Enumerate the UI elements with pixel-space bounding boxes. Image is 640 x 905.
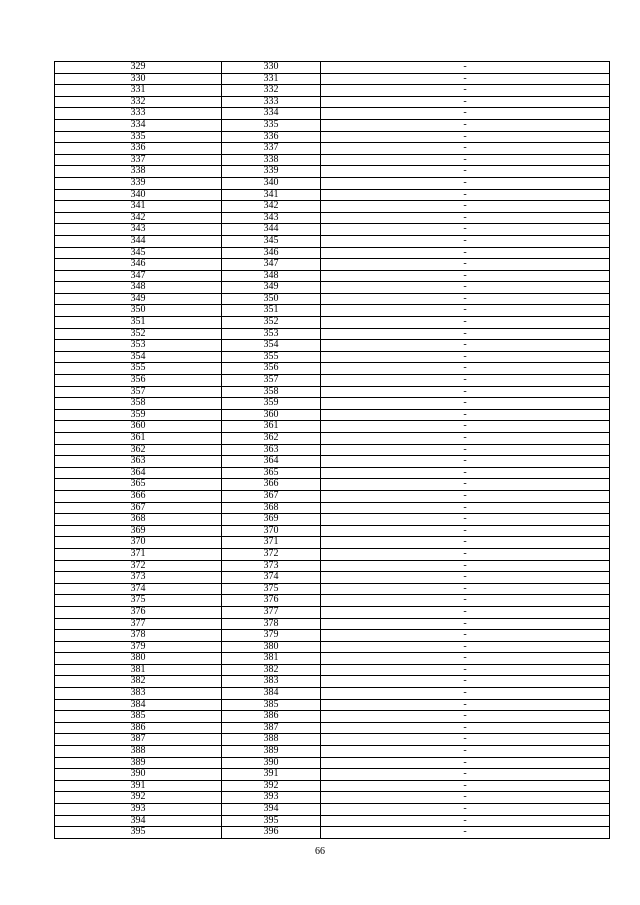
table-cell-col3: - bbox=[321, 259, 610, 271]
table-cell-col1: 336 bbox=[55, 143, 222, 155]
table-cell-col1: 390 bbox=[55, 769, 222, 781]
table-row bbox=[55, 409, 610, 421]
table-cell-col2: 342 bbox=[222, 201, 321, 213]
table-cell-col2: 382 bbox=[222, 664, 321, 676]
table-cell-col1: 350 bbox=[55, 305, 222, 317]
table-cell-col2: 372 bbox=[222, 548, 321, 560]
table-cell-col1: 387 bbox=[55, 734, 222, 746]
table-cell-col3: - bbox=[321, 363, 610, 375]
table-cell-col1: 338 bbox=[55, 166, 222, 178]
table-row bbox=[55, 815, 610, 827]
table-cell-col2: 375 bbox=[222, 583, 321, 595]
table-row bbox=[55, 456, 610, 468]
table-cell-col1: 343 bbox=[55, 224, 222, 236]
table-cell-col2: 338 bbox=[222, 154, 321, 166]
table-cell-col2: 379 bbox=[222, 630, 321, 642]
table-cell-col1: 349 bbox=[55, 293, 222, 305]
table-cell-col1: 334 bbox=[55, 119, 222, 131]
table-cell-col3: - bbox=[321, 398, 610, 410]
table-cell-col2: 390 bbox=[222, 757, 321, 769]
table-cell-col2: 371 bbox=[222, 537, 321, 549]
table-cell-col2: 386 bbox=[222, 711, 321, 723]
table-cell-col2: 356 bbox=[222, 363, 321, 375]
table-cell-col3: - bbox=[321, 282, 610, 294]
table-cell-col3: - bbox=[321, 409, 610, 421]
table-row bbox=[55, 525, 610, 537]
table-row bbox=[55, 201, 610, 213]
table-cell-col3: - bbox=[321, 305, 610, 317]
table-cell-col1: 381 bbox=[55, 664, 222, 676]
table-cell-col2: 358 bbox=[222, 386, 321, 398]
table-cell-col1: 386 bbox=[55, 722, 222, 734]
table-cell-col2: 374 bbox=[222, 572, 321, 584]
table-cell-col3: - bbox=[321, 456, 610, 468]
table-row bbox=[55, 537, 610, 549]
table-cell-col3: - bbox=[321, 606, 610, 618]
table-row bbox=[55, 595, 610, 607]
table-row bbox=[55, 224, 610, 236]
table-cell-col2: 392 bbox=[222, 780, 321, 792]
table-cell-col3: - bbox=[321, 177, 610, 189]
table-cell-col1: 345 bbox=[55, 247, 222, 259]
table-cell-col2: 365 bbox=[222, 467, 321, 479]
table-cell-col3: - bbox=[321, 62, 610, 74]
table-cell-col3: - bbox=[321, 433, 610, 445]
table-row bbox=[55, 653, 610, 665]
table-cell-col2: 395 bbox=[222, 815, 321, 827]
table-cell-col3: - bbox=[321, 827, 610, 839]
table-cell-col2: 388 bbox=[222, 734, 321, 746]
table-cell-col3: - bbox=[321, 769, 610, 781]
table-cell-col2: 368 bbox=[222, 502, 321, 514]
table-cell-col1: 393 bbox=[55, 804, 222, 816]
table-cell-col1: 354 bbox=[55, 351, 222, 363]
table-cell-col3: - bbox=[321, 688, 610, 700]
table-row bbox=[55, 606, 610, 618]
table-cell-col2: 331 bbox=[222, 73, 321, 85]
table-row bbox=[55, 421, 610, 433]
table-cell-col1: 341 bbox=[55, 201, 222, 213]
table-row bbox=[55, 386, 610, 398]
table-row bbox=[55, 734, 610, 746]
table-row bbox=[55, 305, 610, 317]
table-cell-col2: 369 bbox=[222, 514, 321, 526]
table-cell-col3: - bbox=[321, 421, 610, 433]
table-cell-col1: 340 bbox=[55, 189, 222, 201]
table-cell-col1: 368 bbox=[55, 514, 222, 526]
table-cell-col2: 394 bbox=[222, 804, 321, 816]
table-cell-col2: 360 bbox=[222, 409, 321, 421]
table-row bbox=[55, 270, 610, 282]
table-cell-col3: - bbox=[321, 548, 610, 560]
table-row bbox=[55, 572, 610, 584]
table-cell-col3: - bbox=[321, 351, 610, 363]
table-cell-col1: 365 bbox=[55, 479, 222, 491]
table-cell-col2: 384 bbox=[222, 688, 321, 700]
table-cell-col2: 367 bbox=[222, 490, 321, 502]
table-cell-col3: - bbox=[321, 583, 610, 595]
table-cell-col3: - bbox=[321, 757, 610, 769]
table-cell-col2: 385 bbox=[222, 699, 321, 711]
table-cell-col3: - bbox=[321, 653, 610, 665]
table-row bbox=[55, 676, 610, 688]
table-cell-col1: 376 bbox=[55, 606, 222, 618]
table-row bbox=[55, 317, 610, 329]
table-cell-col1: 355 bbox=[55, 363, 222, 375]
table-cell-col1: 380 bbox=[55, 653, 222, 665]
table-body bbox=[55, 62, 610, 839]
table-row bbox=[55, 259, 610, 271]
table-cell-col1: 369 bbox=[55, 525, 222, 537]
table-cell-col1: 391 bbox=[55, 780, 222, 792]
table-cell-col3: - bbox=[321, 722, 610, 734]
table-cell-col1: 385 bbox=[55, 711, 222, 723]
table-row bbox=[55, 769, 610, 781]
table-row bbox=[55, 699, 610, 711]
table-cell-col3: - bbox=[321, 641, 610, 653]
table-cell-col1: 347 bbox=[55, 270, 222, 282]
table-row bbox=[55, 490, 610, 502]
table-row bbox=[55, 583, 610, 595]
table-cell-col1: 373 bbox=[55, 572, 222, 584]
table-cell-col3: - bbox=[321, 224, 610, 236]
table-cell-col2: 341 bbox=[222, 189, 321, 201]
table-cell-col1: 358 bbox=[55, 398, 222, 410]
table-row bbox=[55, 467, 610, 479]
table-cell-col2: 387 bbox=[222, 722, 321, 734]
table-row bbox=[55, 711, 610, 723]
table-cell-col2: 359 bbox=[222, 398, 321, 410]
table-cell-col2: 357 bbox=[222, 375, 321, 387]
table-cell-col2: 396 bbox=[222, 827, 321, 839]
table-cell-col3: - bbox=[321, 247, 610, 259]
table-cell-col3: - bbox=[321, 96, 610, 108]
table-cell-col2: 355 bbox=[222, 351, 321, 363]
table-cell-col1: 342 bbox=[55, 212, 222, 224]
table-cell-col3: - bbox=[321, 514, 610, 526]
table-cell-col1: 360 bbox=[55, 421, 222, 433]
table-cell-col1: 389 bbox=[55, 757, 222, 769]
table-cell-col2: 362 bbox=[222, 433, 321, 445]
table-row bbox=[55, 641, 610, 653]
table-row bbox=[55, 514, 610, 526]
table-row bbox=[55, 177, 610, 189]
table-cell-col2: 340 bbox=[222, 177, 321, 189]
table-cell-col1: 352 bbox=[55, 328, 222, 340]
table-row bbox=[55, 444, 610, 456]
table-cell-col3: - bbox=[321, 166, 610, 178]
table-cell-col3: - bbox=[321, 804, 610, 816]
table-cell-col3: - bbox=[321, 479, 610, 491]
table-cell-col1: 329 bbox=[55, 62, 222, 74]
table-cell-col2: 346 bbox=[222, 247, 321, 259]
table-cell-col3: - bbox=[321, 595, 610, 607]
table-cell-col1: 331 bbox=[55, 85, 222, 97]
table-cell-col2: 353 bbox=[222, 328, 321, 340]
table-cell-col3: - bbox=[321, 212, 610, 224]
table-row bbox=[55, 247, 610, 259]
table-row bbox=[55, 293, 610, 305]
table-cell-col2: 348 bbox=[222, 270, 321, 282]
table-row bbox=[55, 502, 610, 514]
table-cell-col3: - bbox=[321, 119, 610, 131]
table-cell-col2: 344 bbox=[222, 224, 321, 236]
table-cell-col2: 376 bbox=[222, 595, 321, 607]
table-row bbox=[55, 479, 610, 491]
table-cell-col2: 337 bbox=[222, 143, 321, 155]
table-cell-col3: - bbox=[321, 572, 610, 584]
table-cell-col3: - bbox=[321, 328, 610, 340]
table-cell-col3: - bbox=[321, 676, 610, 688]
table-cell-col1: 388 bbox=[55, 746, 222, 758]
table-row bbox=[55, 282, 610, 294]
table-row bbox=[55, 154, 610, 166]
table-cell-col3: - bbox=[321, 664, 610, 676]
table-row bbox=[55, 722, 610, 734]
table-row bbox=[55, 108, 610, 120]
table-cell-col1: 379 bbox=[55, 641, 222, 653]
page-number: 66 bbox=[315, 846, 325, 857]
table-cell-col1: 353 bbox=[55, 340, 222, 352]
table-cell-col1: 351 bbox=[55, 317, 222, 329]
table-row bbox=[55, 73, 610, 85]
table-cell-col1: 346 bbox=[55, 259, 222, 271]
table-cell-col1: 362 bbox=[55, 444, 222, 456]
table-row bbox=[55, 328, 610, 340]
table-cell-col3: - bbox=[321, 734, 610, 746]
table-cell-col2: 363 bbox=[222, 444, 321, 456]
table-cell-col1: 378 bbox=[55, 630, 222, 642]
table-cell-col3: - bbox=[321, 618, 610, 630]
table-row bbox=[55, 827, 610, 839]
table-cell-col2: 349 bbox=[222, 282, 321, 294]
table-cell-col1: 374 bbox=[55, 583, 222, 595]
table-cell-col1: 357 bbox=[55, 386, 222, 398]
table-cell-col1: 377 bbox=[55, 618, 222, 630]
table-row bbox=[55, 119, 610, 131]
table-row bbox=[55, 340, 610, 352]
table-cell-col2: 339 bbox=[222, 166, 321, 178]
table-cell-col2: 330 bbox=[222, 62, 321, 74]
table-cell-col3: - bbox=[321, 270, 610, 282]
table-cell-col3: - bbox=[321, 746, 610, 758]
table-row bbox=[55, 131, 610, 143]
table-cell-col2: 366 bbox=[222, 479, 321, 491]
table-cell-col1: 333 bbox=[55, 108, 222, 120]
table-cell-col1: 367 bbox=[55, 502, 222, 514]
table-cell-col3: - bbox=[321, 73, 610, 85]
table-cell-col1: 371 bbox=[55, 548, 222, 560]
table-cell-col1: 335 bbox=[55, 131, 222, 143]
table-cell-col2: 347 bbox=[222, 259, 321, 271]
table-cell-col3: - bbox=[321, 293, 610, 305]
table-row bbox=[55, 166, 610, 178]
table-cell-col1: 372 bbox=[55, 560, 222, 572]
table-cell-col1: 375 bbox=[55, 595, 222, 607]
table-cell-col3: - bbox=[321, 630, 610, 642]
table-cell-col2: 334 bbox=[222, 108, 321, 120]
table-cell-col3: - bbox=[321, 502, 610, 514]
table-cell-col2: 381 bbox=[222, 653, 321, 665]
table-cell-col2: 370 bbox=[222, 525, 321, 537]
table-row bbox=[55, 560, 610, 572]
table-cell-col2: 343 bbox=[222, 212, 321, 224]
table-cell-col2: 352 bbox=[222, 317, 321, 329]
table-cell-col2: 361 bbox=[222, 421, 321, 433]
table-cell-col2: 373 bbox=[222, 560, 321, 572]
table-cell-col2: 378 bbox=[222, 618, 321, 630]
table-cell-col3: - bbox=[321, 792, 610, 804]
table-cell-col1: 384 bbox=[55, 699, 222, 711]
table-cell-col2: 336 bbox=[222, 131, 321, 143]
table-cell-col3: - bbox=[321, 525, 610, 537]
table-cell-col3: - bbox=[321, 537, 610, 549]
table-cell-col3: - bbox=[321, 699, 610, 711]
table-cell-col3: - bbox=[321, 815, 610, 827]
table-row bbox=[55, 189, 610, 201]
table-cell-col3: - bbox=[321, 711, 610, 723]
table-row bbox=[55, 548, 610, 560]
table-cell-col2: 332 bbox=[222, 85, 321, 97]
table-row bbox=[55, 804, 610, 816]
table-cell-col1: 395 bbox=[55, 827, 222, 839]
table-cell-col2: 377 bbox=[222, 606, 321, 618]
table-row bbox=[55, 62, 610, 74]
table-cell-col3: - bbox=[321, 444, 610, 456]
table-cell-col2: 345 bbox=[222, 235, 321, 247]
table-row bbox=[55, 96, 610, 108]
table-cell-col1: 394 bbox=[55, 815, 222, 827]
table-row bbox=[55, 688, 610, 700]
table-cell-col1: 344 bbox=[55, 235, 222, 247]
table-cell-col3: - bbox=[321, 131, 610, 143]
table-cell-col1: 370 bbox=[55, 537, 222, 549]
table-row bbox=[55, 235, 610, 247]
table-cell-col2: 393 bbox=[222, 792, 321, 804]
table-cell-col3: - bbox=[321, 375, 610, 387]
table-cell-col2: 354 bbox=[222, 340, 321, 352]
table-cell-col3: - bbox=[321, 154, 610, 166]
table-row bbox=[55, 212, 610, 224]
table-row bbox=[55, 85, 610, 97]
table-cell-col1: 337 bbox=[55, 154, 222, 166]
table-row bbox=[55, 746, 610, 758]
table-cell-col3: - bbox=[321, 108, 610, 120]
table-cell-col3: - bbox=[321, 780, 610, 792]
table-cell-col1: 364 bbox=[55, 467, 222, 479]
table-cell-col1: 339 bbox=[55, 177, 222, 189]
table-cell-col3: - bbox=[321, 85, 610, 97]
table-cell-col1: 366 bbox=[55, 490, 222, 502]
table-row bbox=[55, 757, 610, 769]
table-cell-col1: 332 bbox=[55, 96, 222, 108]
table-cell-col1: 330 bbox=[55, 73, 222, 85]
table-row bbox=[55, 143, 610, 155]
table-cell-col3: - bbox=[321, 386, 610, 398]
table-cell-col2: 389 bbox=[222, 746, 321, 758]
table-row bbox=[55, 398, 610, 410]
table-cell-col3: - bbox=[321, 189, 610, 201]
table-cell-col1: 356 bbox=[55, 375, 222, 387]
table-cell-col3: - bbox=[321, 490, 610, 502]
table-row bbox=[55, 630, 610, 642]
table-cell-col1: 392 bbox=[55, 792, 222, 804]
table-cell-col3: - bbox=[321, 143, 610, 155]
table-row bbox=[55, 664, 610, 676]
table-cell-col2: 364 bbox=[222, 456, 321, 468]
table-cell-col2: 335 bbox=[222, 119, 321, 131]
table-cell-col3: - bbox=[321, 560, 610, 572]
table-cell-col2: 383 bbox=[222, 676, 321, 688]
table-row bbox=[55, 792, 610, 804]
table-cell-col2: 333 bbox=[222, 96, 321, 108]
table-row bbox=[55, 363, 610, 375]
table-cell-col2: 351 bbox=[222, 305, 321, 317]
table-cell-col3: - bbox=[321, 201, 610, 213]
table-cell-col3: - bbox=[321, 467, 610, 479]
table-row bbox=[55, 375, 610, 387]
table-row bbox=[55, 618, 610, 630]
table-cell-col1: 348 bbox=[55, 282, 222, 294]
table-cell-col1: 383 bbox=[55, 688, 222, 700]
table-row bbox=[55, 780, 610, 792]
table-cell-col1: 382 bbox=[55, 676, 222, 688]
data-table bbox=[54, 61, 610, 839]
table-cell-col1: 361 bbox=[55, 433, 222, 445]
table-cell-col3: - bbox=[321, 317, 610, 329]
table-row bbox=[55, 433, 610, 445]
table-cell-col3: - bbox=[321, 340, 610, 352]
table-cell-col2: 391 bbox=[222, 769, 321, 781]
table-cell-col2: 380 bbox=[222, 641, 321, 653]
table-cell-col2: 350 bbox=[222, 293, 321, 305]
table-cell-col3: - bbox=[321, 235, 610, 247]
table-row bbox=[55, 351, 610, 363]
table-cell-col1: 359 bbox=[55, 409, 222, 421]
table-cell-col1: 363 bbox=[55, 456, 222, 468]
